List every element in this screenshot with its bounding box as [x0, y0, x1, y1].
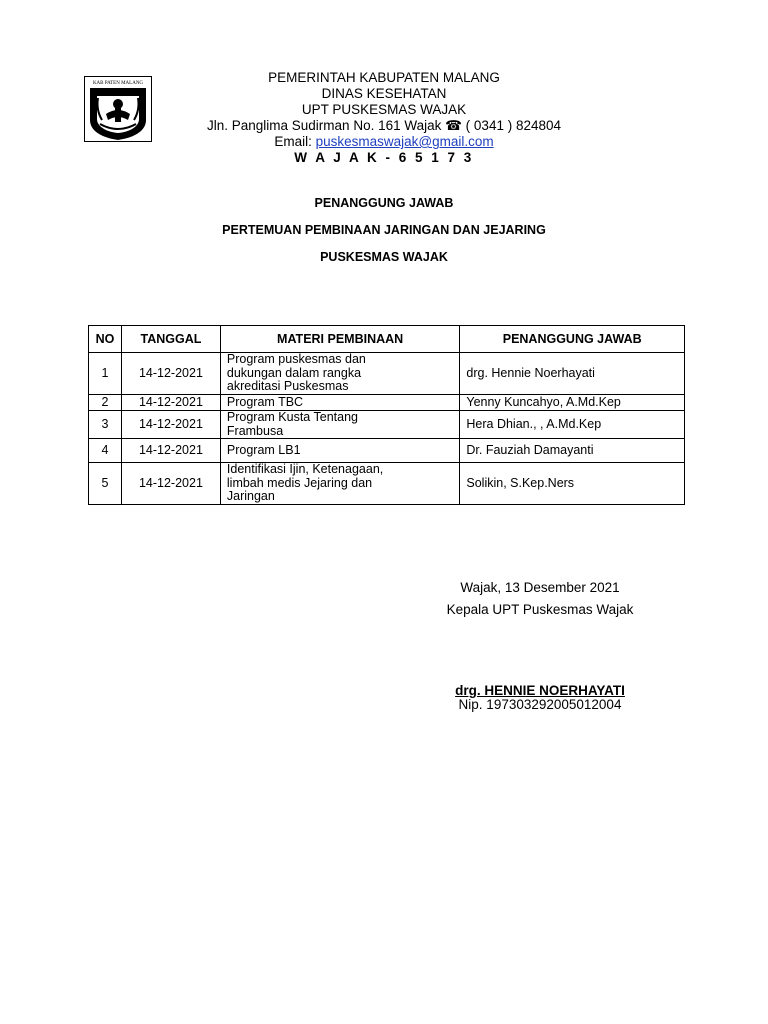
email-label: Email: [274, 134, 316, 149]
cell-penanggung-jawab: Yenny Kuncahyo, A.Md.Kep [460, 395, 685, 411]
materi-line: Identifikasi Ijin, Ketenagaan, [226, 462, 384, 477]
cell-penanggung-jawab: drg. Hennie Noerhayati [460, 353, 685, 395]
cell-no: 2 [89, 395, 122, 411]
header-no: NO [89, 326, 122, 353]
cell-materi [220, 463, 459, 505]
signature-name-wrap [400, 683, 680, 698]
pembinaan-table [88, 325, 685, 505]
letterhead [170, 70, 598, 166]
materi-line: dukungan dalam rangka [226, 365, 362, 380]
materi-line: Jaringan [226, 489, 275, 504]
table-row [89, 395, 685, 411]
email-link[interactable]: puskesmaswajak@gmail.com [315, 134, 494, 149]
cell-no: 3 [89, 411, 122, 439]
cell-no: 4 [89, 439, 122, 463]
materi-line: Frambusa [226, 423, 284, 438]
table-row [89, 463, 685, 505]
cell-materi [220, 353, 459, 395]
cell-materi [220, 395, 459, 411]
kabupaten-malang-logo-icon [84, 76, 152, 142]
materi-line: Program LB1 [226, 442, 301, 457]
cell-tanggal: 14-12-2021 [121, 353, 220, 395]
signature-name: drg. HENNIE NOERHAYATI [455, 683, 625, 698]
cell-no: 1 [89, 353, 122, 395]
table-row [89, 439, 685, 463]
header-tanggal: TANGGAL [121, 326, 220, 353]
cell-no: 5 [89, 463, 122, 505]
table-header-row [89, 326, 685, 353]
table-row [89, 411, 685, 439]
header-penanggung-jawab: PENANGGUNG JAWAB [460, 326, 685, 353]
logo-caption: KAB PATEN MALANG [92, 81, 144, 86]
cell-tanggal: 14-12-2021 [121, 411, 220, 439]
signature-position: Kepala UPT Puskesmas Wajak [446, 602, 634, 617]
letterhead-government: PEMERINTAH KABUPATEN MALANG [268, 70, 500, 85]
header-materi: MATERI PEMBINAAN [220, 326, 459, 353]
materi-line: Program Kusta Tentang [226, 410, 358, 424]
cell-tanggal: 14-12-2021 [121, 463, 220, 505]
materi-line: limbah medis Jejaring dan [226, 475, 373, 490]
cell-penanggung-jawab: Solikin, S.Kep.Ners [460, 463, 685, 505]
letterhead-address: Jln. Panglima Sudirman No. 161 Wajak ☎ ( 0341 ) 824804 [207, 118, 561, 133]
letterhead-city-code: W A J A K - 6 5 1 7 3 [294, 150, 474, 165]
cell-materi [220, 439, 459, 463]
cell-tanggal: 14-12-2021 [121, 439, 220, 463]
letterhead-email-line [170, 134, 598, 150]
title-puskesmas: PUSKESMAS WAJAK [320, 250, 448, 264]
materi-line: Program puskesmas dan [226, 352, 366, 367]
title-pertemuan: PERTEMUAN PEMBINAAN JARINGAN DAN JEJARING [222, 223, 546, 237]
table-row [89, 353, 685, 395]
cell-penanggung-jawab: Hera Dhian., , A.Md.Kep [460, 411, 685, 439]
cell-penanggung-jawab: Dr. Fauziah Damayanti [460, 439, 685, 463]
cell-materi [220, 411, 459, 439]
letterhead-unit: UPT PUSKESMAS WAJAK [301, 102, 467, 117]
title-penanggung-jawab: PENANGGUNG JAWAB [314, 196, 454, 210]
materi-line: Program TBC [226, 394, 304, 409]
materi-line: akreditasi Puskesmas [226, 379, 349, 394]
signature-place-date: Wajak, 13 Desember 2021 [460, 580, 620, 595]
signature-nip: Nip. 197303292005012004 [458, 697, 622, 712]
cell-tanggal: 14-12-2021 [121, 395, 220, 411]
letterhead-department: DINAS KESEHATAN [321, 86, 447, 101]
